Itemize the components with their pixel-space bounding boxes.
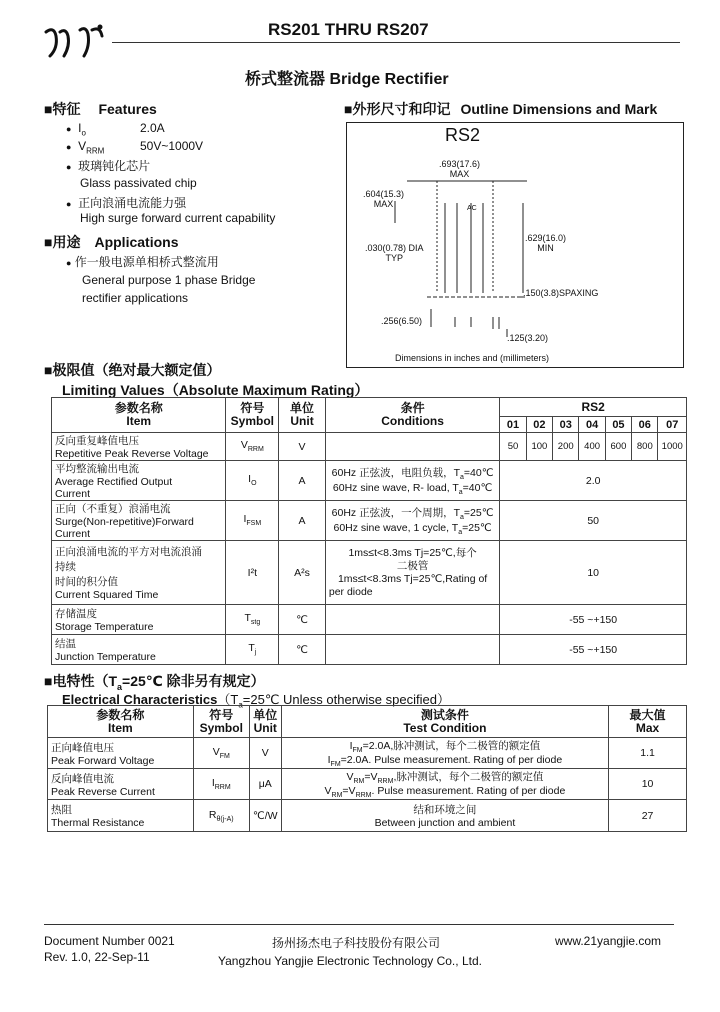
application-cn: ● 作一般电源单相桥式整流用 xyxy=(66,255,219,269)
row-condition xyxy=(325,605,499,635)
row-unit: A²s xyxy=(279,541,326,605)
code-cell: 07 xyxy=(658,417,687,433)
document-subtitle: 桥式整流器 Bridge Rectifier xyxy=(245,71,449,88)
dim-spacing: .150(3.8)SPAXING xyxy=(523,288,599,298)
limiting-values-table xyxy=(51,397,687,665)
col-conditions: 条件 Conditions xyxy=(325,398,499,433)
footer-divider xyxy=(44,924,674,925)
row-item: 平均整流输出电流 Average Rectified Output Current xyxy=(52,461,226,501)
row-symbol: $T_j$ xyxy=(226,635,279,665)
row-value: 50 xyxy=(500,501,687,541)
row-unit: μA xyxy=(249,769,281,800)
col-test-condition: 测试条件 Test Condition xyxy=(281,706,608,738)
row-item: 正向峰值电压 Peak Forward Voltage xyxy=(48,738,194,769)
col-group-rs2: RS2 xyxy=(500,398,687,417)
vrrm-value: 50 xyxy=(500,433,526,461)
row-unit: ℃ xyxy=(279,605,326,635)
table-row xyxy=(48,800,687,832)
table-row xyxy=(52,461,687,501)
row-value: 2.0 xyxy=(500,461,687,501)
website-link[interactable]: www.21yangjie.com xyxy=(555,934,662,948)
vrrm-value: 400 xyxy=(579,433,605,461)
code-cell: 03 xyxy=(553,417,579,433)
col-item: 参数名称 Item xyxy=(48,706,194,738)
table-row xyxy=(52,605,687,635)
outline-heading: ■外形尺寸和印记 Outline Dimensions and Mark xyxy=(344,101,658,117)
row-unit: ℃/W xyxy=(249,800,281,832)
col-max: 最大值 Max xyxy=(609,706,687,738)
electrical-heading-en: Electrical $Characteristics(T_a=25℃$ Unless otherwise specified） xyxy=(62,692,450,710)
row-item: 正向浪涌电流的平方对电流浪涌 持续 时间的积分值 Current Squared Time xyxy=(52,541,226,605)
dim-lead-width: .125(3.20) xyxy=(507,333,549,343)
dim-width: .693(17.6) MAX xyxy=(439,159,481,179)
company-name-cn: 扬州扬杰电子科技股份有限公司 xyxy=(272,936,441,950)
features-heading: ■特征 Features xyxy=(44,101,157,117)
electrical-heading-cn: ■电特性（$T_a=25℃$ 除非另有规定） xyxy=(44,673,265,692)
row-symbol: $V_{RRM}$ xyxy=(226,433,279,461)
row-item: 反向重复峰值电压 Repetitive Peak Reverse Voltage xyxy=(52,433,226,461)
ac-label: AC xyxy=(467,205,477,212)
table-row xyxy=(48,769,687,800)
row-condition: $V_{RM}=V_{RRM}$,脉冲测试，每个二极管的额定值 $V_{RM}=V_{RRM}$. Pulse measurement. Rating of per diode xyxy=(281,769,608,800)
code-cell: 01 xyxy=(500,417,526,433)
vrrm-value: 1000 xyxy=(658,433,687,461)
row-item: 反向峰值电流 Peak Reverse Current xyxy=(48,769,194,800)
col-item: 参数名称 Item xyxy=(52,398,226,433)
feature-io: ● $I_o$ 2.0A xyxy=(66,121,165,138)
feature-surge-en: High surge forward current capability xyxy=(80,211,276,225)
row-unit: A xyxy=(279,461,326,501)
table-row xyxy=(48,738,687,769)
feature-glass-cn: ● 玻璃钝化芯片 xyxy=(66,159,151,173)
row-condition: 60Hz 正弦波，一个周期，$T_a=25℃$ 60Hz sine wave, 1 cycle, $T_a=25℃$ xyxy=(325,501,499,541)
outline-diagram xyxy=(346,122,684,368)
application-en-1: General purpose 1 phase Bridge xyxy=(82,273,256,287)
row-value: 27 xyxy=(609,800,687,832)
limiting-heading-en: Limiting Values（Absolute Maximum Rating） xyxy=(62,382,369,398)
table-row xyxy=(52,501,687,541)
row-value: 10 xyxy=(500,541,687,605)
col-symbol: 符号 Symbol xyxy=(193,706,249,738)
row-condition: 1ms≤t<8.3ms Tj=25℃,每个 二极管 1ms≤t<8.3ms Tj=25℃,Rating of per diode xyxy=(325,541,499,605)
feature-surge-cn: ● 正向浪涌电流能力强 xyxy=(66,196,187,210)
limiting-heading-cn: ■极限值（绝对最大额定值） xyxy=(44,362,221,378)
row-condition xyxy=(325,635,499,665)
row-condition: 结和环境之间 Between junction and ambient xyxy=(281,800,608,832)
vrrm-value: 600 xyxy=(605,433,631,461)
col-unit: 单位 Unit xyxy=(249,706,281,738)
table-header-row xyxy=(48,706,687,738)
row-condition: $I_{FM}=2.0A$,脉冲测试，每个二极管的额定值 $I_{FM}=2.0A$. Pulse measurement. Rating of per diode xyxy=(281,738,608,769)
header-divider xyxy=(112,42,680,43)
row-value: -55 ~+150 xyxy=(500,605,687,635)
row-item: 正向（不重复）浪涌电流 Surge(Non-repetitive)Forward Current xyxy=(52,501,226,541)
row-unit: A xyxy=(279,501,326,541)
dim-lead-diameter: .030(0.78) DIA TYP xyxy=(365,243,424,263)
code-cell: 06 xyxy=(632,417,658,433)
row-symbol: $R_{\theta(j-A)}$ xyxy=(193,800,249,832)
electrical-table xyxy=(47,705,687,832)
row-condition: 60Hz 正弦波，电阻负载，$T_a=40℃$ 60Hz sine wave, R- load, $T_a=40℃$ xyxy=(325,461,499,501)
row-symbol: $I_O$ xyxy=(226,461,279,501)
table-row xyxy=(52,635,687,665)
row-unit: ℃ xyxy=(279,635,326,665)
table-row xyxy=(52,433,687,461)
code-cell: 02 xyxy=(526,417,552,433)
company-name-en: Yangzhou Yangjie Electronic Technology Co., Ltd. xyxy=(218,954,482,968)
row-symbol: $T_{stg}$ xyxy=(226,605,279,635)
row-symbol: $I_{RRM}$ xyxy=(193,769,249,800)
row-unit: V xyxy=(249,738,281,769)
feature-vrrm: ● $V_{RRM}$ 50V~1000V xyxy=(66,139,204,156)
revision: Rev. 1.0, 22-Sep-11 xyxy=(44,950,150,964)
row-symbol: $V_{FM}$ xyxy=(193,738,249,769)
feature-glass-en: Glass passivated chip xyxy=(80,176,197,190)
row-value: -55 ~+150 xyxy=(500,635,687,665)
row-value: 10 xyxy=(609,769,687,800)
row-unit: V xyxy=(279,433,326,461)
table-row xyxy=(52,541,687,605)
col-symbol: 符号 Symbol xyxy=(226,398,279,433)
row-item: 热阻 Thermal Resistance xyxy=(48,800,194,832)
dim-height: .604(15.3) MAX xyxy=(363,189,405,209)
row-item: 存储温度 Storage Temperature xyxy=(52,605,226,635)
package-name: RS2 xyxy=(445,125,481,145)
row-item: 结温 Junction Temperature xyxy=(52,635,226,665)
dim-thickness: .256(6.50) xyxy=(381,316,423,326)
company-logo xyxy=(40,22,110,62)
row-symbol: I²t xyxy=(226,541,279,605)
code-cell: 05 xyxy=(605,417,631,433)
application-en-2: rectifier applications xyxy=(82,291,189,305)
col-unit: 单位 Unit xyxy=(279,398,326,433)
vrrm-value: 200 xyxy=(553,433,579,461)
row-value: 1.1 xyxy=(609,738,687,769)
units-note: Dimensions in inches and (millimeters) xyxy=(395,353,550,363)
table-header-row xyxy=(52,398,687,417)
document-title: RS201 THRU RS207 xyxy=(268,20,429,39)
code-cell: 04 xyxy=(579,417,605,433)
dim-lead-length: .629(16.0) MIN xyxy=(525,233,567,253)
doc-number: Document Number 0021 xyxy=(44,934,175,948)
applications-heading: ■用途 Applications xyxy=(44,234,179,250)
row-symbol: $I_{FSM}$ xyxy=(226,501,279,541)
vrrm-value: 100 xyxy=(526,433,552,461)
vrrm-value: 800 xyxy=(632,433,658,461)
row-condition xyxy=(325,433,499,461)
